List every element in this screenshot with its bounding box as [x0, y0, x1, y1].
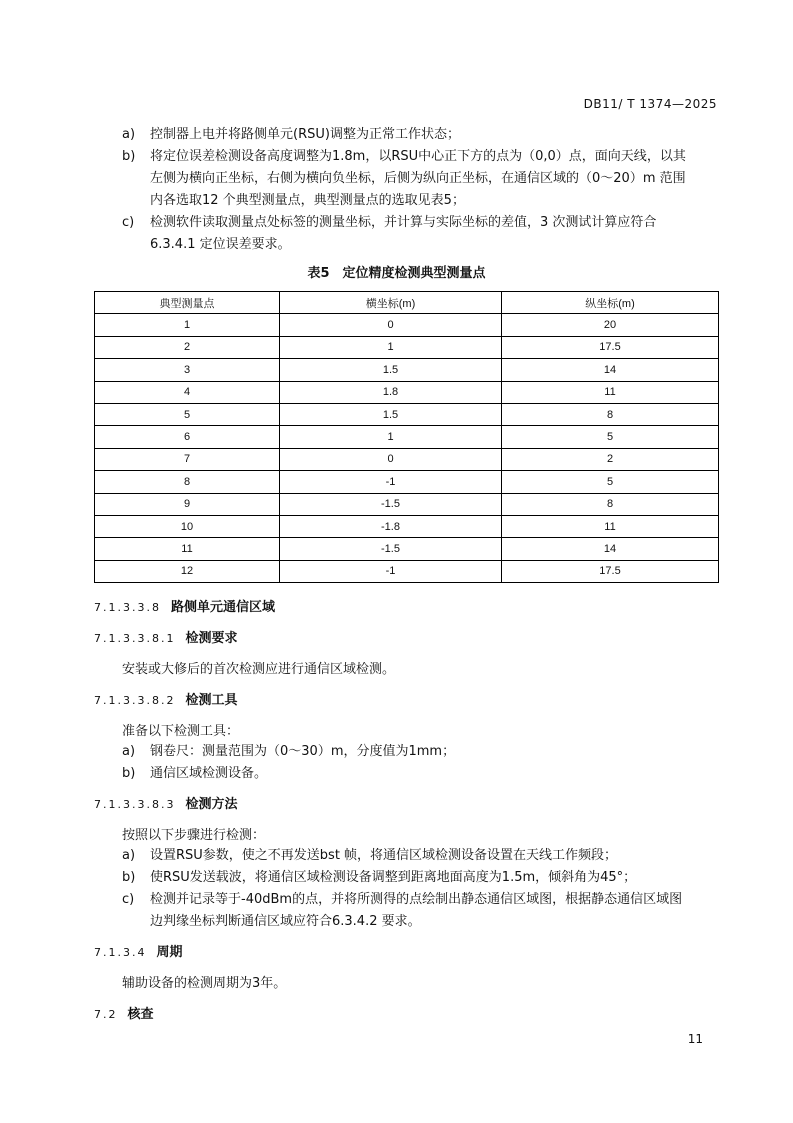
list-marker: a) — [122, 848, 136, 863]
paragraph: 辅助设备的检测周期为3年。 — [122, 976, 287, 991]
paragraph: 安装或大修后的首次检测应进行通信区域检测。 — [122, 662, 396, 677]
section-title: 周期 — [156, 945, 183, 960]
table-cell: 14 — [502, 538, 719, 560]
page-number: 11 — [687, 1032, 703, 1046]
table-cell: 11 — [502, 381, 719, 403]
table-cell: 9 — [95, 493, 280, 515]
list-text: 控制器上电并将路侧单元(RSU)调整为正常工作状态； — [150, 127, 460, 142]
list-text: 检测并记录等于-40dBm的点，并将所测得的点绘制出静态通信区域图，根据静态通信区域图 — [150, 892, 683, 907]
table-cell: 1 — [280, 336, 502, 358]
table-row — [95, 426, 719, 448]
section-title: 核查 — [127, 1007, 154, 1022]
section-heading — [94, 628, 238, 650]
table-cell: 4 — [95, 381, 280, 403]
measurement-table — [94, 291, 719, 583]
section-heading — [94, 1004, 154, 1026]
table-row — [95, 471, 719, 493]
section-title: 路侧单元通信区域 — [170, 600, 275, 615]
table-row — [95, 538, 719, 560]
table-row — [95, 314, 719, 336]
table-cell: 11 — [95, 538, 280, 560]
list-marker: b) — [122, 870, 136, 885]
section-heading — [94, 690, 238, 712]
table-cell: 0 — [280, 314, 502, 336]
table-cell: 17.5 — [502, 560, 719, 582]
paragraph: 按照以下步骤进行检测： — [122, 828, 266, 843]
table-cell: 5 — [502, 426, 719, 448]
table-row — [95, 493, 719, 515]
list-marker: a) — [122, 127, 136, 142]
table-header-cell: 典型测量点 — [95, 292, 280, 314]
section-number: 7.1.3.3.8.1 — [94, 632, 176, 645]
table-cell: -1.5 — [280, 493, 502, 515]
section-number: 7.1.3.4 — [94, 946, 147, 959]
table-cell: 7 — [95, 448, 280, 470]
table-row — [95, 359, 719, 381]
table-cell: -1 — [280, 471, 502, 493]
list-marker: c) — [122, 892, 135, 907]
table-header-cell: 横坐标(m) — [280, 292, 502, 314]
section-heading — [94, 942, 183, 964]
table-cell: 5 — [502, 471, 719, 493]
table-cell: 11 — [502, 515, 719, 537]
table-cell: 8 — [95, 471, 280, 493]
table-cell: 14 — [502, 359, 719, 381]
table-row — [95, 381, 719, 403]
list-text: 6.3.4.1 定位误差要求。 — [150, 237, 291, 252]
section-number: 7.1.3.3.8 — [94, 601, 161, 614]
table-row — [95, 448, 719, 470]
table-row — [95, 560, 719, 582]
section-title: 检测方法 — [185, 797, 238, 812]
table-row — [95, 336, 719, 358]
table-cell: 1.5 — [280, 403, 502, 425]
table-cell: 2 — [95, 336, 280, 358]
table-cell: 1.5 — [280, 359, 502, 381]
list-marker: b) — [122, 766, 136, 781]
document-code: DB11/ T 1374—2025 — [583, 97, 717, 111]
table-cell: 6 — [95, 426, 280, 448]
list-text: 设置RSU参数，使之不再发送bst 帧，将通信区域检测设备设置在天线工作频段； — [150, 848, 618, 863]
section-number: 7.2 — [94, 1008, 118, 1021]
table-cell: 10 — [95, 515, 280, 537]
table-cell: 8 — [502, 403, 719, 425]
list-marker: c) — [122, 215, 135, 230]
table-cell: -1 — [280, 560, 502, 582]
table-cell: 5 — [95, 403, 280, 425]
paragraph: 准备以下检测工具： — [122, 724, 240, 739]
table-cell: 2 — [502, 448, 719, 470]
table-row — [95, 403, 719, 425]
table-cell: 3 — [95, 359, 280, 381]
table-cell: 12 — [95, 560, 280, 582]
section-title: 检测工具 — [185, 693, 238, 708]
list-text: 左侧为横向正坐标，右侧为横向负坐标，后侧为纵向正坐标，在通信区域的（0～20）m 范围 — [150, 171, 686, 186]
step-c — [122, 212, 722, 256]
table-cell: -1.8 — [280, 515, 502, 537]
list-text: 将定位误差检测设备高度调整为1.8m，以RSU中心正下方的点为（0,0）点，面向天线，以其 — [150, 149, 686, 164]
section-heading — [94, 597, 275, 619]
table-cell: 0 — [280, 448, 502, 470]
list-text: 使RSU发送载波，将通信区域检测设备调整到距离地面高度为1.5m，倾斜角为45°； — [150, 870, 637, 885]
table-cell: -1.5 — [280, 538, 502, 560]
table-cell: 20 — [502, 314, 719, 336]
section-heading — [94, 794, 238, 816]
list-text: 边判缘坐标判断通信区域应符合6.3.4.2 要求。 — [150, 914, 421, 929]
list-text: 钢卷尺：测量范围为（0～30）m，分度值为1mm； — [150, 744, 456, 759]
list-item — [122, 889, 722, 933]
list-text: 内各选取12 个典型测量点，典型测量点的选取见表5； — [150, 193, 465, 208]
table-cell: 1 — [95, 314, 280, 336]
table-header-cell: 纵坐标(m) — [502, 292, 719, 314]
table-row — [95, 515, 719, 537]
list-text: 检测软件读取测量点处标签的测量坐标，并计算与实际坐标的差值，3 次测试计算应符合 — [150, 215, 657, 230]
table-cell: 8 — [502, 493, 719, 515]
table-cell: 1.8 — [280, 381, 502, 403]
list-marker: a) — [122, 744, 136, 759]
table-caption: 表5 定位精度检测典型测量点 — [307, 266, 486, 281]
section-title: 检测要求 — [185, 631, 238, 646]
table-header-row — [95, 292, 719, 314]
step-b — [122, 146, 722, 212]
section-number: 7.1.3.3.8.3 — [94, 798, 176, 811]
table-cell: 17.5 — [502, 336, 719, 358]
list-marker: b) — [122, 149, 136, 164]
table-cell: 1 — [280, 426, 502, 448]
section-number: 7.1.3.3.8.2 — [94, 694, 176, 707]
list-text: 通信区域检测设备。 — [150, 766, 268, 781]
